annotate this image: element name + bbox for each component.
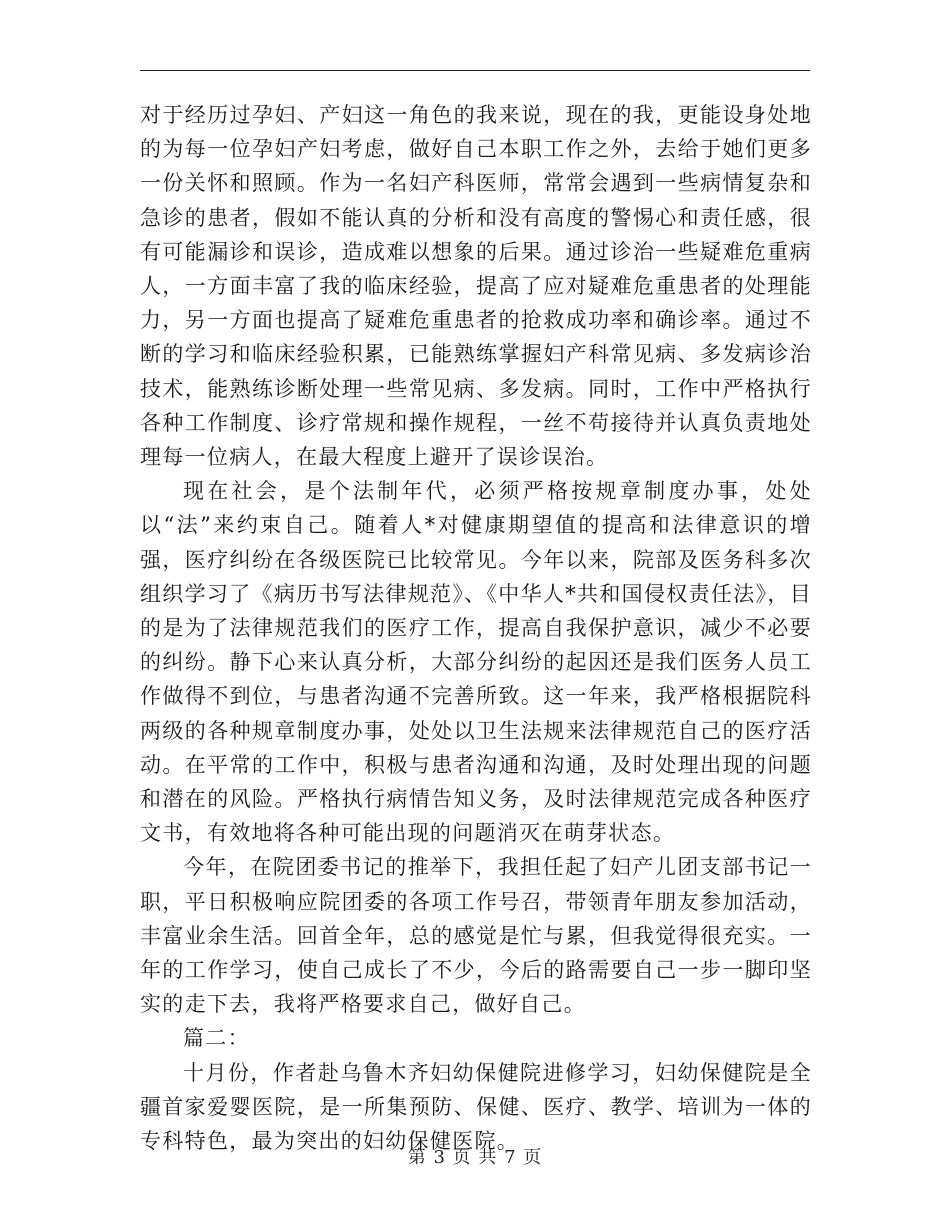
header-rule bbox=[140, 70, 810, 71]
paragraph-4: 十月份，作者赴乌鲁木齐妇幼保健院进修学习，妇幼保健院是全疆首家爱婴医院，是一所集预防、保健、医疗、教学、培训为一体的专科特色，最为突出的妇幼保健医院。 bbox=[140, 1060, 812, 1154]
section-heading-pian-er: 篇二： bbox=[183, 1026, 250, 1051]
paragraph-1: 对于经历过孕妇、产妇这一角色的我来说，现在的我，更能设身处地的为每一位孕妇产妇考虑，做好自己本职工作之外，去给于她们更多一份关怀和照顾。作为一名妇产科医师，常常会遇到一些病情复杂和急诊的患者，假如不能认真的分析和没有高度的警惕心和责任感，很有可能漏诊和误诊，造成难以想象的后果。通过诊治一些疑难危重病人，一方面丰富了我的临床经验，提高了应对疑难危重患者的处理能力，另一方面也提高了疑难危重患者的抢救成功率和确诊率。通过不断的学习和临床经验积累，已能熟练掌握妇产科常见病、多发病诊治技术，能熟练诊断处理一些常见病、多发病。同时，工作中严格执行各种工作制度、诊疗常规和操作规程，一丝不苟接待并认真负责地处理每一位病人，在最大程度上避开了误诊误治。 bbox=[140, 103, 812, 470]
document-body bbox=[140, 98, 812, 1158]
page-footer bbox=[0, 1143, 950, 1169]
paragraph-2: 现在社会，是个法制年代，必须严格按规章制度办事，处处以“法”来约束自己。随着人*对健康期望值的提高和法律意识的增强，医疗纠纷在各级医院已比较常见。今年以来，院部及医务科多次组织学习了《病历书写法律规范》、《中华人*共和国侵权责任法》，目的是为了法律规范我们的医疗工作，提高自我保护意识，减少不必要的纠纷。静下心来认真分析，大部分纠纷的起因还是我们医务人员工作做得不到位，与患者沟通不完善所致。这一年来，我严格根据院科两级的各种规章制度办事，处处以卫生法规来法律规范自己的医疗活动。在平常的工作中，积极与患者沟通和沟通，及时处理出现的问题和潜在的风险。严格执行病情告知义务，及时法律规范完成各种医疗文书，有效地将各种可能出现的问题消灭在萌芽状态。 bbox=[140, 479, 812, 846]
paragraph-3: 今年，在院团委书记的推举下，我担任起了妇产儿团支部书记一职，平日积极响应院团委的各项工作号召，带领青年朋友参加活动，丰富业余生活。回首全年，总的感觉是忙与累，但我觉得很充实。一年的工作学习，使自己成长了不少，今后的路需要自己一步一脚印坚实的走下去，我将严格要求自己，做好自己。 bbox=[140, 855, 812, 1017]
page-number-label: 第 3 页 共 7 页 bbox=[407, 1147, 543, 1168]
